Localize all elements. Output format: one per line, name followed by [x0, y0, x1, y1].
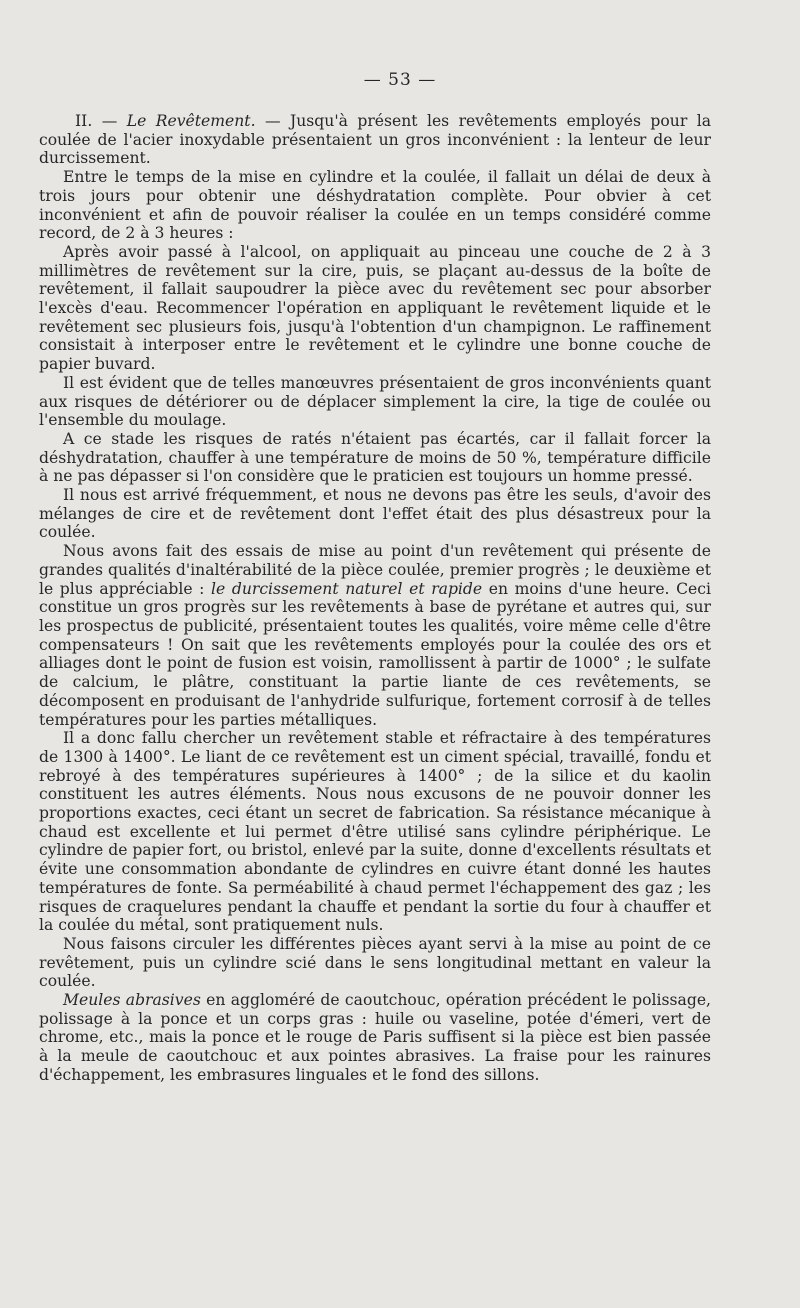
paragraph-meules	[39, 991, 711, 1085]
paragraph: Entre le temps de la mise en cylindre et la coulée, il fallait un délai de deux à trois jours pour obtenir une déshydratation complète. Pour obvier à cet inconvénient et afin de pouvoir réaliser la coulée en un temps considéré comme record, de 2 à 3 heures :	[39, 168, 711, 243]
heading-dash: —	[264, 112, 281, 130]
section-numeral: II. —	[75, 112, 118, 130]
section-heading: Le Revêtement.	[126, 112, 256, 130]
paragraph: Il est évident que de telles manœuvres présentaient de gros inconvénients quant aux risques de détériorer ou de déplacer simplement la cire, la tige de coulée ou l'ensemble du moulage.	[39, 373, 711, 430]
progress-emphasis: le durcissement naturel et rapide	[211, 579, 483, 598]
progress-text-before: Nous avons fait des essais de mise au point d'un revêtement qui présente de grandes qualités d'inaltérabilité de la pièce coulée, premier progrès ; le deuxième et le plus appréciable :	[39, 542, 711, 598]
meules-text: en aggloméré de caoutchouc, opération précédent le polissage, polissage à la ponce et un corps gras : huile ou vaseline, potée d'émeri, vert de chrome, etc., mais la ponce et le rouge de Paris suffisent si la pièce est bien passée à la meule de caoutchouc et aux pointes abrasives. La fraise pour les rainures d'échappement, les embrasures linguales et le fond des sillons.	[39, 991, 711, 1084]
paragraph: A ce stade les risques de ratés n'étaient pas écartés, car il fallait forcer la déshydratation, chauffer à une température de moins de 50 %, température difficile à ne pas dépasser si l'on considère que le praticien est toujours un homme pressé.	[39, 429, 711, 486]
paragraph: Après avoir passé à l'alcool, on appliquait au pinceau une couche de 2 à 3 millimètres de revêtement sur la cire, puis, se plaçant au-dessus de la boîte de revêtement, il fallait saupoudrer la pièce avec du revêtement sec pour absorber l'excès d'eau. Recommencer l'opération en appliquant le revêtement liquide et le revêtement sec plusieurs fois, jusqu'à l'obtention d'un champignon. Le raffinement consistait à interposer entre le revêtement et le cylindre une bonne couche de papier buvard.	[39, 242, 711, 374]
paragraph: Nous faisons circuler les différentes pièces ayant servi à la mise au point de ce revêtement, puis un cylindre scié dans le sens longitudinal mettant en valeur la coulée.	[39, 934, 711, 991]
page-number: — 53 —	[363, 70, 437, 90]
body-text	[39, 112, 711, 1085]
paragraph-progress	[39, 542, 711, 729]
meules-emphasis: Meules abrasives	[63, 991, 201, 1010]
section-intro-paragraph	[39, 112, 711, 168]
paragraph: Il nous est arrivé fréquemment, et nous ne devons pas être les seuls, d'avoir des mélanges de cire et de revêtement dont l'effet était des plus désastreux pour la coulée.	[39, 486, 711, 542]
paragraph: Il a donc fallu chercher un revêtement stable et réfractaire à des températures de 1300 à 1400°. Le liant de ce revêtement est un ciment spécial, travaillé, fondu et rebroyé à des températures supérieures à 1400° ; de la silice et du kaolin constituent les autres éléments. Nous nous excusons de ne pouvoir donner les proportions exactes, ceci étant un secret de fabrication. Sa résistance mécanique à chaud est excellente et lui permet d'être utilisé sans cylindre périphérique. Le cylindre de papier fort, ou bristol, enlevé par la suite, donne d'excellents résultats et évite une consommation abondante de cylindres en cuivre étant donné les hautes températures de fonte. Sa perméabilité à chaud permet l'échappement des gaz ; les risques de craquelures pendant la chauffe et pendant la sortie du four à chauffer et la coulée du métal, sont pratiquement nuls.	[39, 729, 711, 935]
progress-text-after: en moins d'une heure. Ceci constitue un gros progrès sur les revêtements à base de pyrétane et autres qui, sur les prospectus de publicité, présentaient toutes les qualités, voire même celle d'être compensateurs ! On sait que les revêtements employés pour la coulée des ors et alliages dont le point de fusion est voisin, ramollissent à partir de 1000° ; le sulfate de calcium, le plâtre, constituant la partie liante de ces revêtements, se décomposent en produisant de l'anhydride sulfurique, fortement corrosif à de telles températures pour les parties métalliques.	[39, 579, 711, 729]
section-intro-text: Jusqu'à présent les revêtements employés pour la coulée de l'acier inoxydable présentaient un gros inconvénient : la lenteur de leur durcissement.	[39, 112, 711, 168]
